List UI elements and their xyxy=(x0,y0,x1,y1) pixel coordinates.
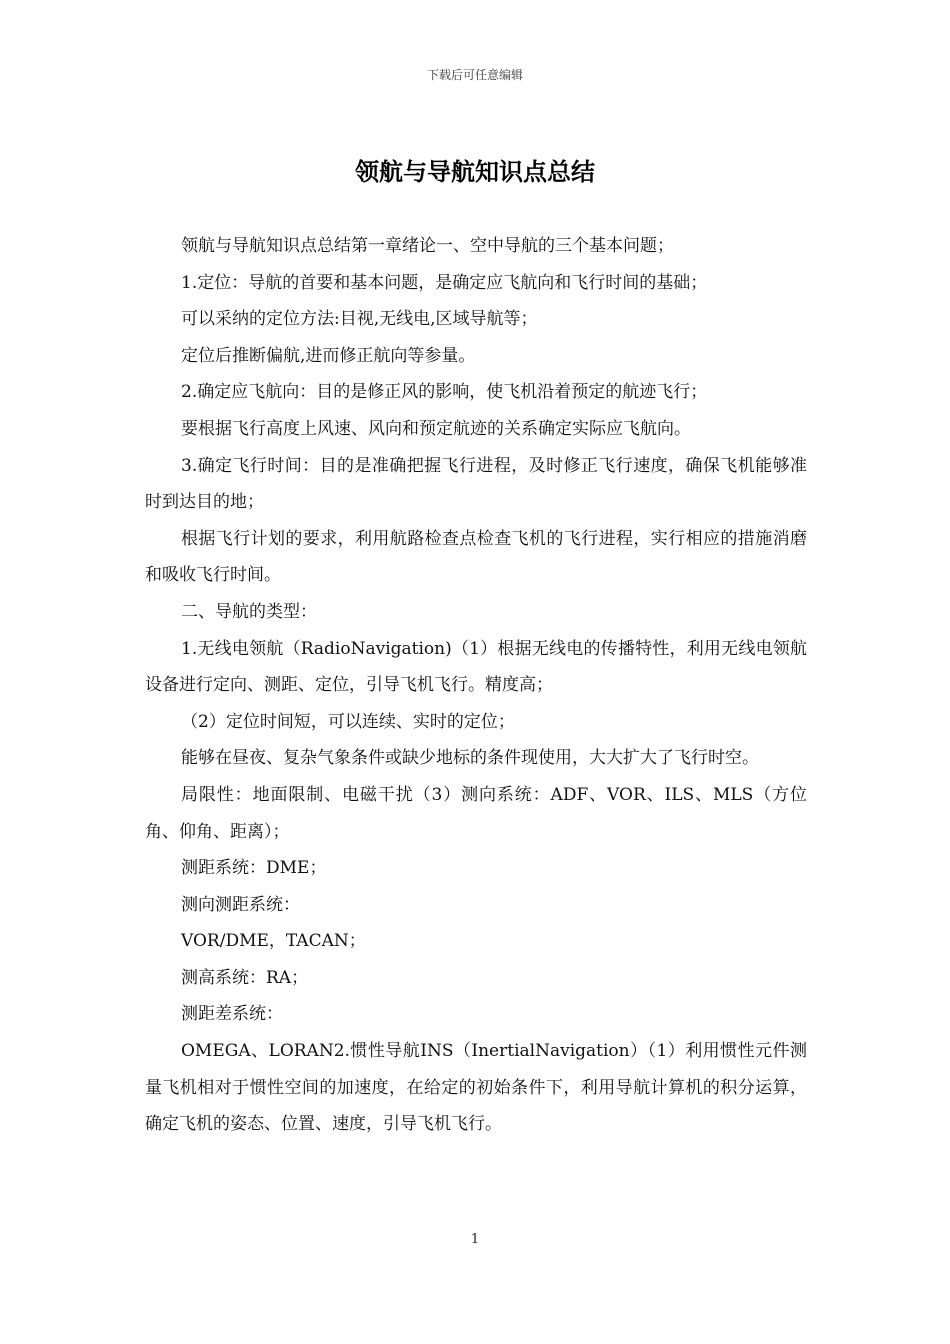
page-number: 1 xyxy=(470,1232,480,1247)
paragraph: 测高系统：RA； xyxy=(181,967,309,988)
paragraph: VOR/DME，TACAN； xyxy=(181,931,366,952)
paragraph: 定位后推断偏航,进而修正航向等参量。 xyxy=(181,345,476,366)
paragraph: OMEGA、LORAN2.惯性导航INS（InertialNavigation）（1）利用惯性元件测量飞机相对于惯性空间的加速度，在给定的初始条件下，利用导航计算机的积分运算，确定飞机的姿态、位置、速度，引导飞机飞行。 xyxy=(145,1041,807,1135)
paragraph: 二、导航的类型： xyxy=(181,601,317,622)
paragraph: 局限性：地面限制、电磁干扰（3）测向系统：ADF、VOR、ILS、MLS（方位角、仰角、距离）； xyxy=(145,784,807,842)
paragraph: 测向测距系统： xyxy=(181,894,300,915)
paragraph: 测距差系统： xyxy=(181,1004,283,1025)
paragraph: 测距系统：DME； xyxy=(181,858,327,879)
paragraph: 领航与导航知识点总结第一章绪论一、空中导航的三个基本问题； xyxy=(181,236,674,256)
document-title: 领航与导航知识点总结 xyxy=(355,158,595,186)
paragraph: （2）定位时间短，可以连续、实时的定位； xyxy=(181,711,515,732)
paragraph: 3.确定飞行时间：目的是准确把握飞行进程，及时修正飞行速度，确保飞机能够准时到达目的地； xyxy=(145,455,807,513)
paragraph: 1.无线电领航（RadioNavigation)（1）根据无线电的传播特性，利用无线电领航设备进行定向、测距、定位，引导飞机飞行。精度高； xyxy=(145,638,807,696)
paragraph: 可以采纳的定位方法:目视,无线电,区域导航等； xyxy=(181,309,538,330)
paragraph: 2.确定应飞航向：目的是修正风的影响，使飞机沿着预定的航迹飞行； xyxy=(181,382,708,403)
header-note: 下载后可任意编辑 xyxy=(426,68,523,82)
paragraph: 根据飞行计划的要求，利用航路检查点检查飞机的飞行进程，实行相应的措施消磨和吸收飞行时间。 xyxy=(145,528,807,586)
paragraph: 要根据飞行高度上风速、风向和预定航迹的关系确定实际应飞航向。 xyxy=(181,418,691,439)
paragraph: 1.定位：导航的首要和基本问题，是确定应飞航向和飞行时间的基础； xyxy=(181,272,708,293)
paragraph: 能够在昼夜、复杂气象条件或缺少地标的条件现使用，大大扩大了飞行时空。 xyxy=(181,748,759,769)
document-body xyxy=(145,228,807,1143)
